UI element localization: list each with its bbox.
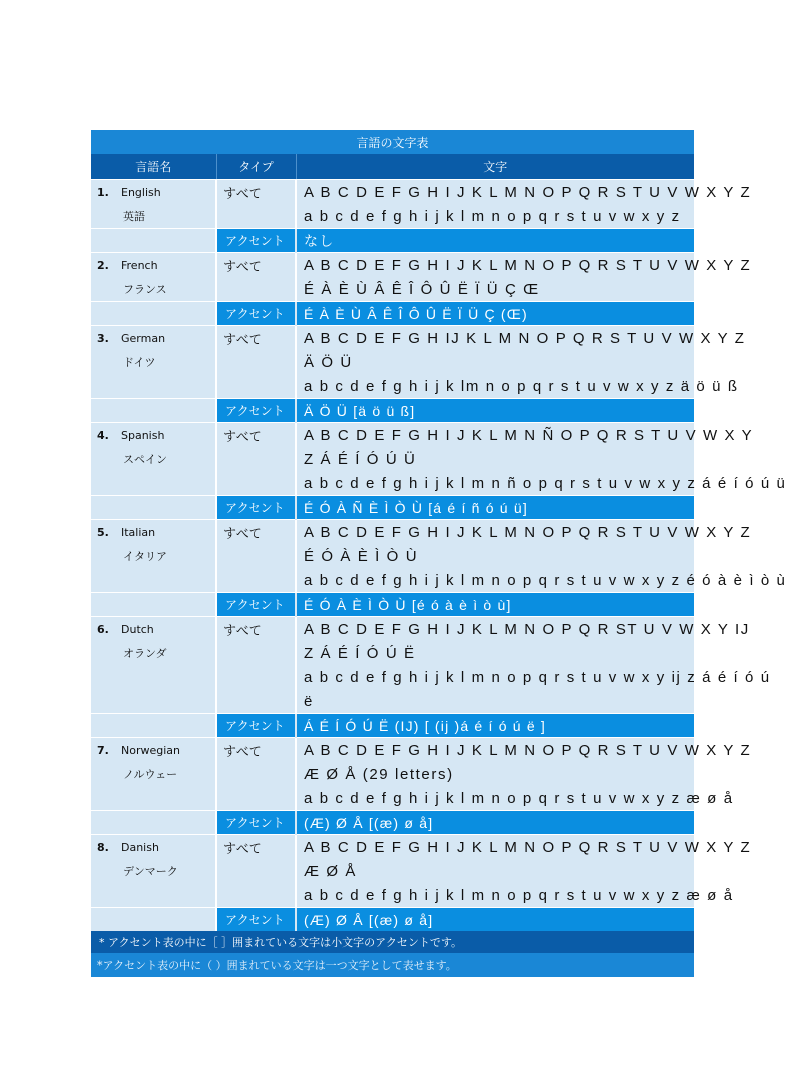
accent-blank <box>91 714 216 738</box>
language-name-blank <box>91 689 216 714</box>
accent-chars: É À È Ù Â Ê Î Ô Û Ë Ï Ü Ç (Œ) <box>296 302 694 326</box>
language-name-en-cell <box>91 835 216 860</box>
language-name-en-cell <box>91 738 216 763</box>
language-row <box>91 544 694 568</box>
language-name-jp: オランダ <box>123 647 167 660</box>
language-name-jp-cell <box>91 544 216 568</box>
type-accent: アクセント <box>216 302 296 326</box>
chars-cell: A B C D E F G H I J K L M N O P Q R S T U V W X Y Z <box>296 738 694 763</box>
language-row <box>91 374 694 399</box>
language-row <box>91 423 694 448</box>
language-name-jp-cell <box>91 859 216 883</box>
chars-cell: Æ Ø Å <box>296 859 694 883</box>
accent-chars: (Æ) Ø Å [(æ) ø å] <box>296 811 694 835</box>
type-all: すべて <box>216 326 296 399</box>
language-name-jp-cell <box>91 641 216 665</box>
language-name-blank <box>91 471 216 496</box>
language-name-jp: スペイン <box>123 453 167 466</box>
accent-row <box>91 908 694 932</box>
chars-cell: a b c d e f g h i j k l m n o p q r s t u v w x y z é ó à è ì ò ù <box>296 568 694 593</box>
chars-cell: É Ó À È Ì Ò Ù <box>296 544 694 568</box>
language-name-jp: イタリア <box>123 550 167 563</box>
language-row <box>91 447 694 471</box>
accent-chars: Ä Ö Ü [ä ö ü ß] <box>296 399 694 423</box>
language-row <box>91 883 694 908</box>
accent-row <box>91 399 694 423</box>
language-name-en: Spanish <box>121 428 165 442</box>
language-name-jp-cell <box>91 447 216 471</box>
chars-cell: A B C D E F G H I J K L M N O P Q R S T U V W X Y Z <box>296 180 694 205</box>
language-name-en: Italian <box>121 525 156 539</box>
language-row <box>91 520 694 545</box>
type-all: すべて <box>216 617 296 714</box>
type-all: すべて <box>216 180 296 229</box>
chars-cell: Z Á É Í Ó Ú Ü <box>296 447 694 471</box>
language-name-en: German <box>121 331 166 345</box>
chars-cell: Æ Ø Å (29 letters) <box>296 762 694 786</box>
chars-cell: A B C D E F G H IJ K L M N O P Q R S T U V W X Y Z <box>296 326 694 351</box>
language-name-en-cell <box>91 423 216 448</box>
language-name-jp: 英語 <box>123 210 145 223</box>
language-number: 1. <box>97 185 109 199</box>
language-row <box>91 180 694 205</box>
language-row <box>91 204 694 229</box>
header-chars: 文字 <box>296 154 694 180</box>
language-row <box>91 859 694 883</box>
language-name-en: Dutch <box>121 622 154 636</box>
chars-cell: A B C D E F G H I J K L M N O P Q R S T U V W X Y Z <box>296 835 694 860</box>
type-all: すべて <box>216 253 296 302</box>
language-name-en: French <box>121 258 158 272</box>
language-name-en: Danish <box>121 840 159 854</box>
type-accent: アクセント <box>216 811 296 835</box>
language-name-jp-cell <box>91 204 216 229</box>
accent-blank <box>91 593 216 617</box>
type-accent: アクセント <box>216 908 296 932</box>
chars-cell: a b c d e f g h i j k l m n o p q r s t u v w x y z æ ø å <box>296 786 694 811</box>
title-row <box>91 130 694 154</box>
type-all: すべて <box>216 520 296 593</box>
accent-row <box>91 302 694 326</box>
chars-cell: Ä Ö Ü <box>296 350 694 374</box>
language-number: 6. <box>97 622 109 636</box>
header-row <box>91 154 694 180</box>
accent-row <box>91 811 694 835</box>
language-name-en-cell <box>91 520 216 545</box>
accent-chars: なし <box>296 229 694 253</box>
chars-cell: a b c d e f g h i j k l m n o p q r s t u v w x y z æ ø å <box>296 883 694 908</box>
language-row <box>91 786 694 811</box>
language-name-blank <box>91 374 216 399</box>
language-name-en-cell <box>91 253 216 278</box>
language-name-jp: デンマーク <box>123 865 178 878</box>
note-lowercase-accent: * アクセント表の中に［ ］囲まれている文字は小文字のアクセントです。 <box>91 931 694 953</box>
header-language-name: 言語名 <box>91 154 216 180</box>
language-name-jp-cell <box>91 350 216 374</box>
language-row <box>91 835 694 860</box>
language-name-en-cell <box>91 326 216 351</box>
chars-cell: ë <box>296 689 694 714</box>
language-name-blank <box>91 786 216 811</box>
chars-cell: A B C D E F G H I J K L M N Ñ O P Q R S T U V W X Y <box>296 423 694 448</box>
accent-row <box>91 229 694 253</box>
language-row <box>91 326 694 351</box>
language-row <box>91 350 694 374</box>
accent-chars: É Ó À È Ì Ò Ù [é ó à è ì ò ù] <box>296 593 694 617</box>
accent-chars: (Æ) Ø Å [(æ) ø å] <box>296 908 694 932</box>
note-row <box>91 931 694 953</box>
language-row <box>91 738 694 763</box>
table-title: 言語の文字表 <box>91 130 694 154</box>
chars-cell: É À È Ù Â Ê Î Ô Û Ë Ï Ü Ç Œ <box>296 277 694 302</box>
language-name-jp-cell <box>91 762 216 786</box>
language-name-blank <box>91 883 216 908</box>
chars-cell: A B C D E F G H I J K L M N O P Q R S T U V W X Y Z <box>296 520 694 545</box>
accent-row <box>91 496 694 520</box>
accent-chars: É Ó À Ñ È Ì Ò Ù [á é í ñ ó ú ü] <box>296 496 694 520</box>
type-all: すべて <box>216 423 296 496</box>
language-name-en: English <box>121 185 161 199</box>
accent-blank <box>91 496 216 520</box>
language-row <box>91 665 694 689</box>
language-name-en: Norwegian <box>121 743 180 757</box>
chars-cell: Z Á É Í Ó Ú Ë <box>296 641 694 665</box>
language-name-jp: ノルウェー <box>123 768 178 781</box>
accent-blank <box>91 811 216 835</box>
type-accent: アクセント <box>216 593 296 617</box>
language-number: 4. <box>97 428 109 442</box>
accent-chars: Á É Í Ó Ú Ë (IJ) [ (ij )á é í ó ú ë ] <box>296 714 694 738</box>
note-row <box>91 953 694 977</box>
accent-row <box>91 593 694 617</box>
language-row <box>91 253 694 278</box>
type-accent: アクセント <box>216 714 296 738</box>
type-accent: アクセント <box>216 496 296 520</box>
chars-cell: a b c d e f g h i j k l m n ñ o p q r s t u v w x y z á é í ó ú ü <box>296 471 694 496</box>
accent-blank <box>91 302 216 326</box>
language-name-jp: フランス <box>123 283 167 296</box>
chars-cell: a b c d e f g h i j k l m n o p q r s t u v w x y z <box>296 204 694 229</box>
language-name-en-cell <box>91 617 216 642</box>
language-number: 2. <box>97 258 109 272</box>
header-type: タイプ <box>216 154 296 180</box>
language-row <box>91 471 694 496</box>
language-name-en-cell <box>91 180 216 205</box>
language-row <box>91 277 694 302</box>
language-row <box>91 689 694 714</box>
chars-cell: a b c d e f g h i j k l m n o p q r s t u v w x y ij z á é í ó ú <box>296 665 694 689</box>
type-all: すべて <box>216 835 296 908</box>
chars-cell: a b c d e f g h i j k lm n o p q r s t u v w x y z ä ö ü ß <box>296 374 694 399</box>
language-number: 3. <box>97 331 109 345</box>
type-accent: アクセント <box>216 229 296 253</box>
language-name-jp-cell <box>91 277 216 302</box>
note-single-letter: *アクセント表の中に（ ）囲まれている文字は一つ文字として表せます。 <box>91 953 694 977</box>
language-name-jp: ドイツ <box>123 356 156 369</box>
type-all: すべて <box>216 738 296 811</box>
language-name-blank <box>91 568 216 593</box>
language-row <box>91 641 694 665</box>
alphabet-table <box>91 130 787 977</box>
language-row <box>91 762 694 786</box>
chars-cell: A B C D E F G H I J K L M N O P Q R S T U V W X Y Z <box>296 253 694 278</box>
language-row <box>91 617 694 642</box>
accent-blank <box>91 229 216 253</box>
accent-row <box>91 714 694 738</box>
language-number: 5. <box>97 525 109 539</box>
type-accent: アクセント <box>216 399 296 423</box>
accent-blank <box>91 908 216 932</box>
language-number: 8. <box>97 840 109 854</box>
chars-cell: A B C D E F G H I J K L M N O P Q R ST U V W X Y IJ <box>296 617 694 642</box>
accent-blank <box>91 399 216 423</box>
language-name-blank <box>91 665 216 689</box>
language-row <box>91 568 694 593</box>
language-number: 7. <box>97 743 109 757</box>
